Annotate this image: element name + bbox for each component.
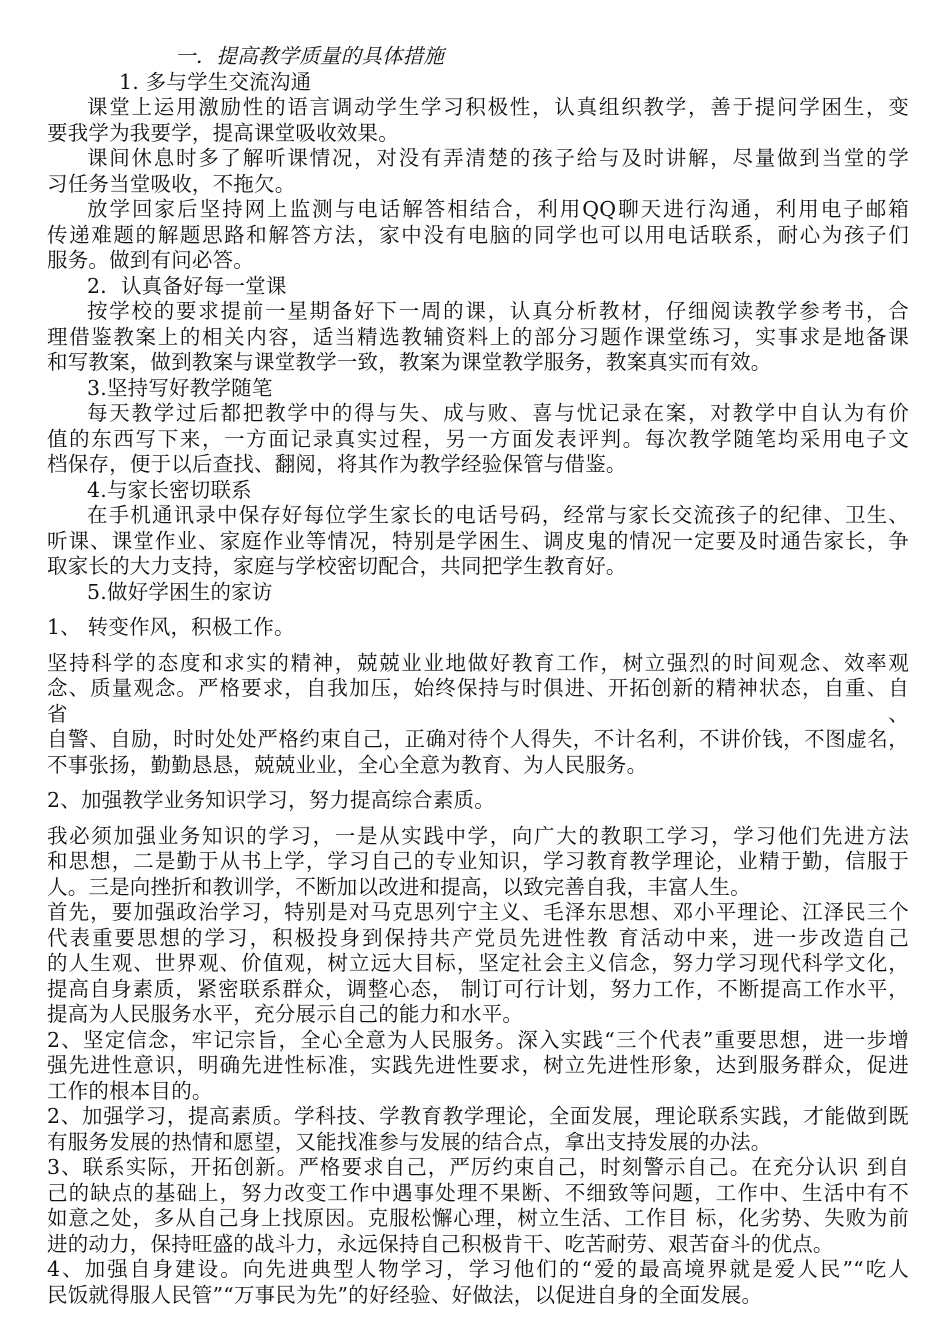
paragraph-line: 坚持科学的态度和求实的精神，兢兢业业地做好教育工作，树立强烈的时间观念、效率观 [47,650,909,675]
section-heading: 2．认真备好每一堂课 [87,273,287,298]
paragraph-line: 念、质量观念。严格要求，自我加压，始终保持与时俱进、开拓创新的精神状态，自重、自省、 [47,676,909,726]
paragraph-line: 有服务发展的热情和愿望，又能找准参与发展的结合点，拿出支持发展的办法。 [47,1129,772,1154]
paragraph-line: 提高自身素质，紧密联系群众，调整心态， 制订可行计划，努力工作，不断提高工作水平， [47,976,909,1001]
section-heading: 5.做好学困生的家访 [87,579,273,604]
paragraph-line: 强先进性意识，明确先进性标准，实践先进性要求，树立先进性形象，达到服务群众，促进 [47,1053,909,1077]
part-heading: 2、加强教学业务知识学习，努力提高综合素质。 [47,788,495,812]
paragraph-line: 理借鉴教案上的相关内容，适当精选教辅资料上的部分习题作课堂练习，实事求是地备课 [47,324,909,349]
document-page [47,44,909,1308]
paragraph-line: 代表重要思想的学习，积极投身到保持共产党员先进性教 育活动中来，进一步改造自己 [47,925,909,950]
document-title: 一．提高教学质量的具体措施 [175,44,445,68]
section-heading: 3.坚持写好教学随笔 [87,375,273,400]
paragraph-line: 课间休息时多了解听课情况，对没有弄清楚的孩子给与及时讲解，尽量做到当堂的学 [87,146,909,170]
paragraph-line: 人。三是向挫折和教训学，不断加以改进和提高，以致完善自我，丰富人生。 [47,874,751,899]
paragraph-line: 自警、自励，时时处处严格约束自己，正确对待个人得失，不计名利，不讲价钱，不图虚名， [47,727,909,751]
paragraph-line: 要我学为我要学，提高课堂吸收效果。 [47,120,399,145]
paragraph-line: 档保存，便于以后查找、翻阅，将其作为教学经验保管与借鉴。 [47,452,627,476]
paragraph-line: 在手机通讯录中保存好每位学生家长的电话号码，经常与家长交流孩子的纪律、卫生、 [87,503,909,527]
paragraph-line: 3、联系实际，开拓创新。严格要求自己，严厉约束自己，时刻警示自己。在充分认识 到自 [47,1155,909,1179]
part-heading: 1、 转变作风，积极工作。 [47,615,295,639]
paragraph-line: 每天教学过后都把教学中的得与失、成与败、喜与忧记录在案，对教学中自认为有价 [87,401,909,425]
paragraph-line: 民饭就得服人民管”“万事民为先”的好经验、好做法，以促进自身的全面发展。 [47,1282,763,1307]
section-heading: 4.与家长密切联系 [87,477,252,502]
paragraph-line: 工作的根本目的。 [47,1078,213,1103]
paragraph-line: 服务。做到有问必答。 [47,248,254,272]
paragraph-line: 不事张扬，勤勤恳恳，兢兢业业，全心全意为教育、为人民服务。 [47,752,648,777]
paragraph-line: 的人生观、世界观、价值观，树立远大目标，坚定社会主义信念，努力学习现代科学文化， [47,951,909,975]
paragraph-line: 按学校的要求提前一星期备好下一周的课，认真分析教材，仔细阅读教学参考书，合 [87,299,909,323]
section-heading: 1. 多与学生交流沟通 [119,69,312,94]
paragraph-line: 进的动力，保持旺盛的战斗力，永远保持自己积极肯干、吃苦耐劳、艰苦奋斗的优点。 [47,1231,834,1256]
paragraph-line: 己的缺点的基础上，努力改变工作中遇事处理不果断、不细致等问题，工作中、生活中有不 [47,1180,909,1205]
paragraph-line: 放学回家后坚持网上监测与电话解答相结合，利用QQ聊天进行沟通，利用电子邮箱 [87,197,909,221]
paragraph-line: 听课、课堂作业、家庭作业等情况，特别是学困生、调皮鬼的情况一定要及时通告家长，争 [47,528,909,553]
paragraph-line: 值的东西写下来，一方面记录真实过程，另一方面发表评判。每次教学随笔均采用电子文 [47,426,909,451]
paragraph-line: 传递难题的解题思路和解答方法，家中没有电脑的同学也可以用电话联系，耐心为孩子们 [47,222,909,247]
paragraph-line: 取家长的大力支持，家庭与学校密切配合，共同把学生教育好。 [47,554,627,578]
paragraph-line: 我必须加强业务知识的学习，一是从实践中学，向广大的教职工学习，学习他们先进方法 [47,823,909,848]
paragraph-line: 2、加强学习，提高素质。学科技、学教育教学理论，全面发展，理论联系实践，才能做到既 [47,1104,909,1128]
paragraph-line: 如意之处，多从自己身上找原因。克服松懈心理，树立生活、工作目 标，化劣势、失败为前 [47,1206,909,1230]
paragraph-line: 和写教案，做到教案与课堂教学一致，教案为课堂教学服务，教案真实而有效。 [47,350,772,374]
paragraph-line: 和思想，二是勤于从书上学，学习自己的专业知识，学习教育教学理论，业精于勤，信服于 [47,849,909,873]
paragraph-line: 首先，要加强政治学习，特别是对马克思列宁主义、毛泽东思想、邓小平理论、江泽民三个 [47,900,909,924]
paragraph-line: 4、加强自身建设。向先进典型人物学习，学习他们的“爱的最高境界就是爱人民”“吃人 [47,1257,909,1281]
paragraph-line: 习任务当堂吸收，不拖欠。 [47,171,296,196]
paragraph-line: 2、坚定信念，牢记宗旨，全心全意为人民服务。深入实践“三个代表”重要思想，进一步增 [47,1027,909,1052]
paragraph-line: 课堂上运用激励性的语言调动学生学习积极性，认真组织教学，善于提问学困生，变 [87,95,909,119]
paragraph-line: 提高为人民服务水平，充分展示自己的能力和水平。 [47,1002,524,1026]
